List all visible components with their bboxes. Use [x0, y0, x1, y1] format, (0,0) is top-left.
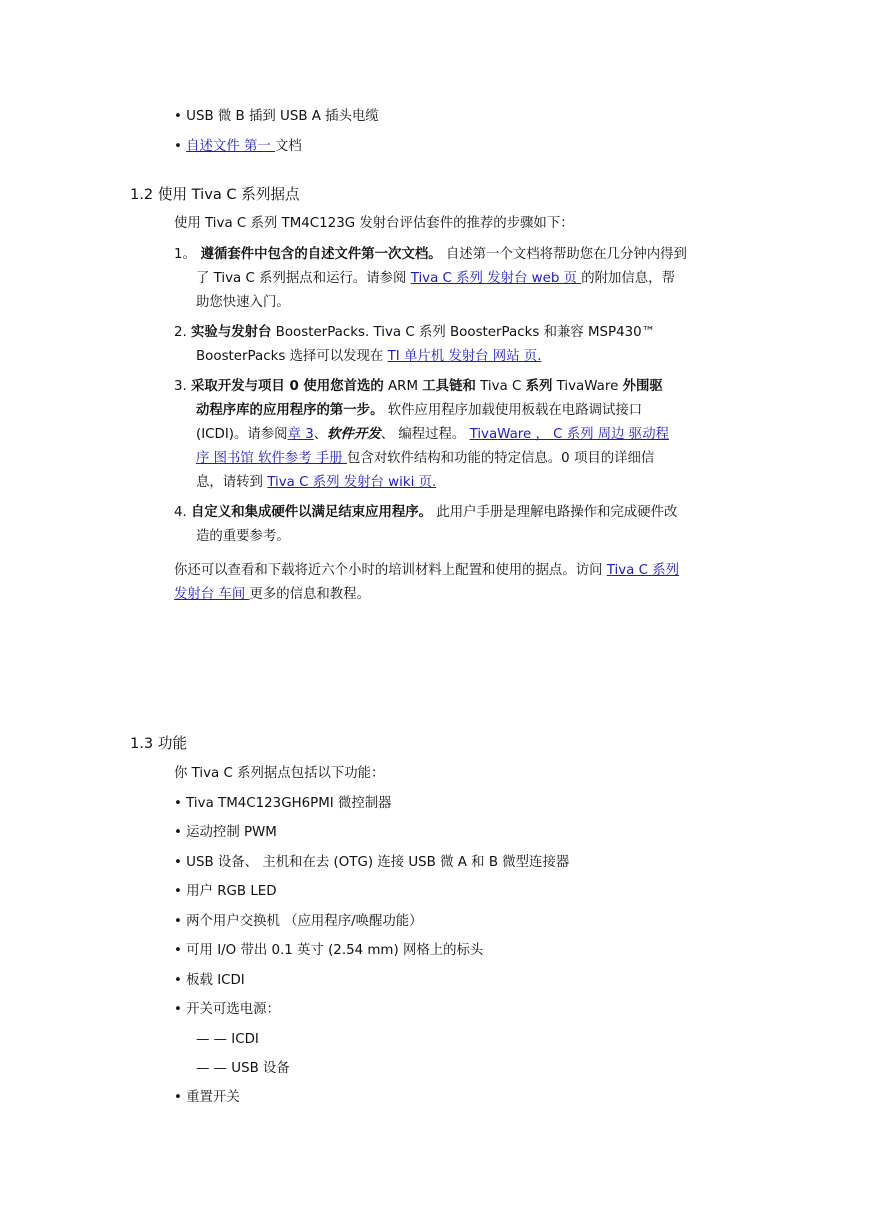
outro-text: 你还可以查看和下载将近六个小时的培训材料上配置和使用的据点。访问 [174, 563, 607, 578]
step-2-line-2 [196, 348, 542, 366]
step-3-title-b: 工具链和 [422, 379, 476, 394]
step-3-line-5 [196, 474, 436, 492]
feature-item: • 开关可选电源： [174, 1002, 280, 1017]
step-1-text: 自述第一个文档将帮助您在几分钟内得到 [441, 247, 687, 262]
step-3-text-a: ARM [383, 379, 423, 394]
bullet-usb-cable: • USB 微 B 插到 USB A 插头电缆 [174, 109, 379, 124]
step-1-line-3: 助您快速入门。 [196, 295, 290, 310]
step-3-text-6: 息，请转到 [196, 475, 268, 490]
feature-item: • 两个用户交换机 （应用程序/唤醒功能） [174, 914, 423, 929]
ti-mcu-launchpad-link[interactable]: TI 单片机 发射台 网站 页 [387, 349, 538, 364]
step-3-text-b: Tiva C [475, 379, 526, 394]
step-1-line-1 [174, 246, 687, 264]
step-3-text-4: 、 编程过程。 [380, 427, 470, 442]
step-3-title-d: 外围驱 [622, 379, 663, 394]
tivaware-driver-lib-link[interactable]: TivaWare ， C 系列 周边 驱动程 [469, 427, 669, 442]
power-source-sub-item: — — USB 设备 [196, 1061, 290, 1076]
outro-line-2 [174, 586, 370, 604]
step-number: 3. [174, 379, 192, 394]
step-3-title-c: 系列 [525, 379, 553, 394]
step-1-line-2 [196, 270, 675, 288]
step-1-title: 遵循套件中包含的自述文件第一次文档。 [195, 247, 442, 262]
step-2-title: 实验与发射台 [191, 325, 272, 340]
chapter-3-link[interactable]: 章 3 [287, 427, 314, 442]
step-3-title-a: 采取开发与项目 0 使用您首选的 [191, 379, 384, 394]
outro-text-2: 更多的信息和教程。 [249, 587, 370, 602]
feature-item-reset: • 重置开关 [174, 1090, 240, 1105]
readme-first-link[interactable]: 自述文件 第一 [186, 139, 276, 154]
step-1-text-2: 了 Tiva C 系列据点和运行。请参阅 [196, 271, 411, 286]
bullet-marker: • [174, 139, 187, 154]
section-1-2-heading: 1.2 使用 Tiva C 系列据点 [130, 186, 300, 203]
launchpad-wiki-link[interactable]: Tiva C 系列 发射台 wiki 页 [267, 475, 432, 490]
step-3-title-e: 动程序库的应用程序的第一步。 [196, 403, 384, 418]
feature-item: • 可用 I/O 带出 0.1 英寸 (2.54 mm) 网格上的标头 [174, 943, 484, 958]
step-4-title: 自定义和集成硬件以满足结束应用程序。 [191, 505, 433, 520]
section-1-3-heading: 1.3 功能 [130, 735, 188, 752]
step-4-text: 此用户手册是理解电路操作和完成硬件改 [432, 505, 678, 520]
step-1-text-3: 的附加信息，帮 [581, 271, 675, 286]
launchpad-web-page-link[interactable]: Tiva C 系列 发射台 web 页 [410, 271, 582, 286]
feature-item: • 运动控制 PWM [174, 825, 277, 840]
step-number: 2. [174, 325, 192, 340]
step-3-line-2 [196, 402, 642, 420]
step-3-line-3 [196, 426, 669, 444]
ti-mcu-launchpad-link-tail[interactable]: . [537, 349, 542, 364]
bullet-readme-doc [174, 138, 302, 156]
step-3-text-c: TivaWare [552, 379, 623, 394]
power-source-sub-item: — — ICDI [196, 1032, 259, 1047]
step-2-text-2: BoosterPacks 选择可以发现在 [196, 349, 388, 364]
launchpad-workshop-link-cont[interactable]: 发射台 车间 [174, 587, 250, 602]
section-1-3-intro: 你 Tiva C 系列据点包括以下功能： [174, 766, 385, 781]
feature-item: • Tiva TM4C123GH6PMI 微控制器 [174, 796, 392, 811]
outro-line-1 [174, 562, 679, 580]
step-3-line-4 [196, 450, 654, 468]
step-4-line-1 [174, 504, 677, 522]
step-3-separator: 、 [313, 427, 328, 442]
feature-item: • 板载 ICDI [174, 973, 245, 988]
feature-item: • USB 设备、 主机和在去 (OTG) 连接 USB 微 A 和 B 微型连接器 [174, 855, 570, 870]
launchpad-wiki-link-tail[interactable]: . [431, 475, 437, 490]
step-number: 1。 [174, 247, 196, 262]
step-3-text-2: 软件应用程序加载使用板载在电路调试接口 [383, 403, 643, 418]
tivaware-driver-lib-link-cont[interactable]: 序 图书馆 软件参考 手册 [196, 451, 347, 466]
step-3-text-3: (ICDI)。请参阅 [196, 427, 288, 442]
step-4-line-2: 造的重要参考。 [196, 529, 290, 544]
software-dev-italic: 软件开发 [327, 427, 381, 442]
step-3-line-1 [174, 378, 663, 396]
launchpad-workshop-link[interactable]: Tiva C 系列 [606, 563, 680, 578]
step-2-line-1 [174, 324, 655, 342]
section-1-2-intro: 使用 Tiva C 系列 TM4C123G 发射台评估套件的推荐的步骤如下： [174, 216, 574, 231]
step-2-text: BoosterPacks. Tiva C 系列 BoosterPacks 和兼容 MSP430™ [271, 325, 656, 340]
bullet-suffix: 文档 [275, 139, 302, 154]
feature-item: • 用户 RGB LED [174, 884, 277, 899]
step-3-text-5: 包含对软件结构和功能的特定信息。0 项目的详细信 [346, 451, 655, 466]
step-number: 4. [174, 505, 192, 520]
